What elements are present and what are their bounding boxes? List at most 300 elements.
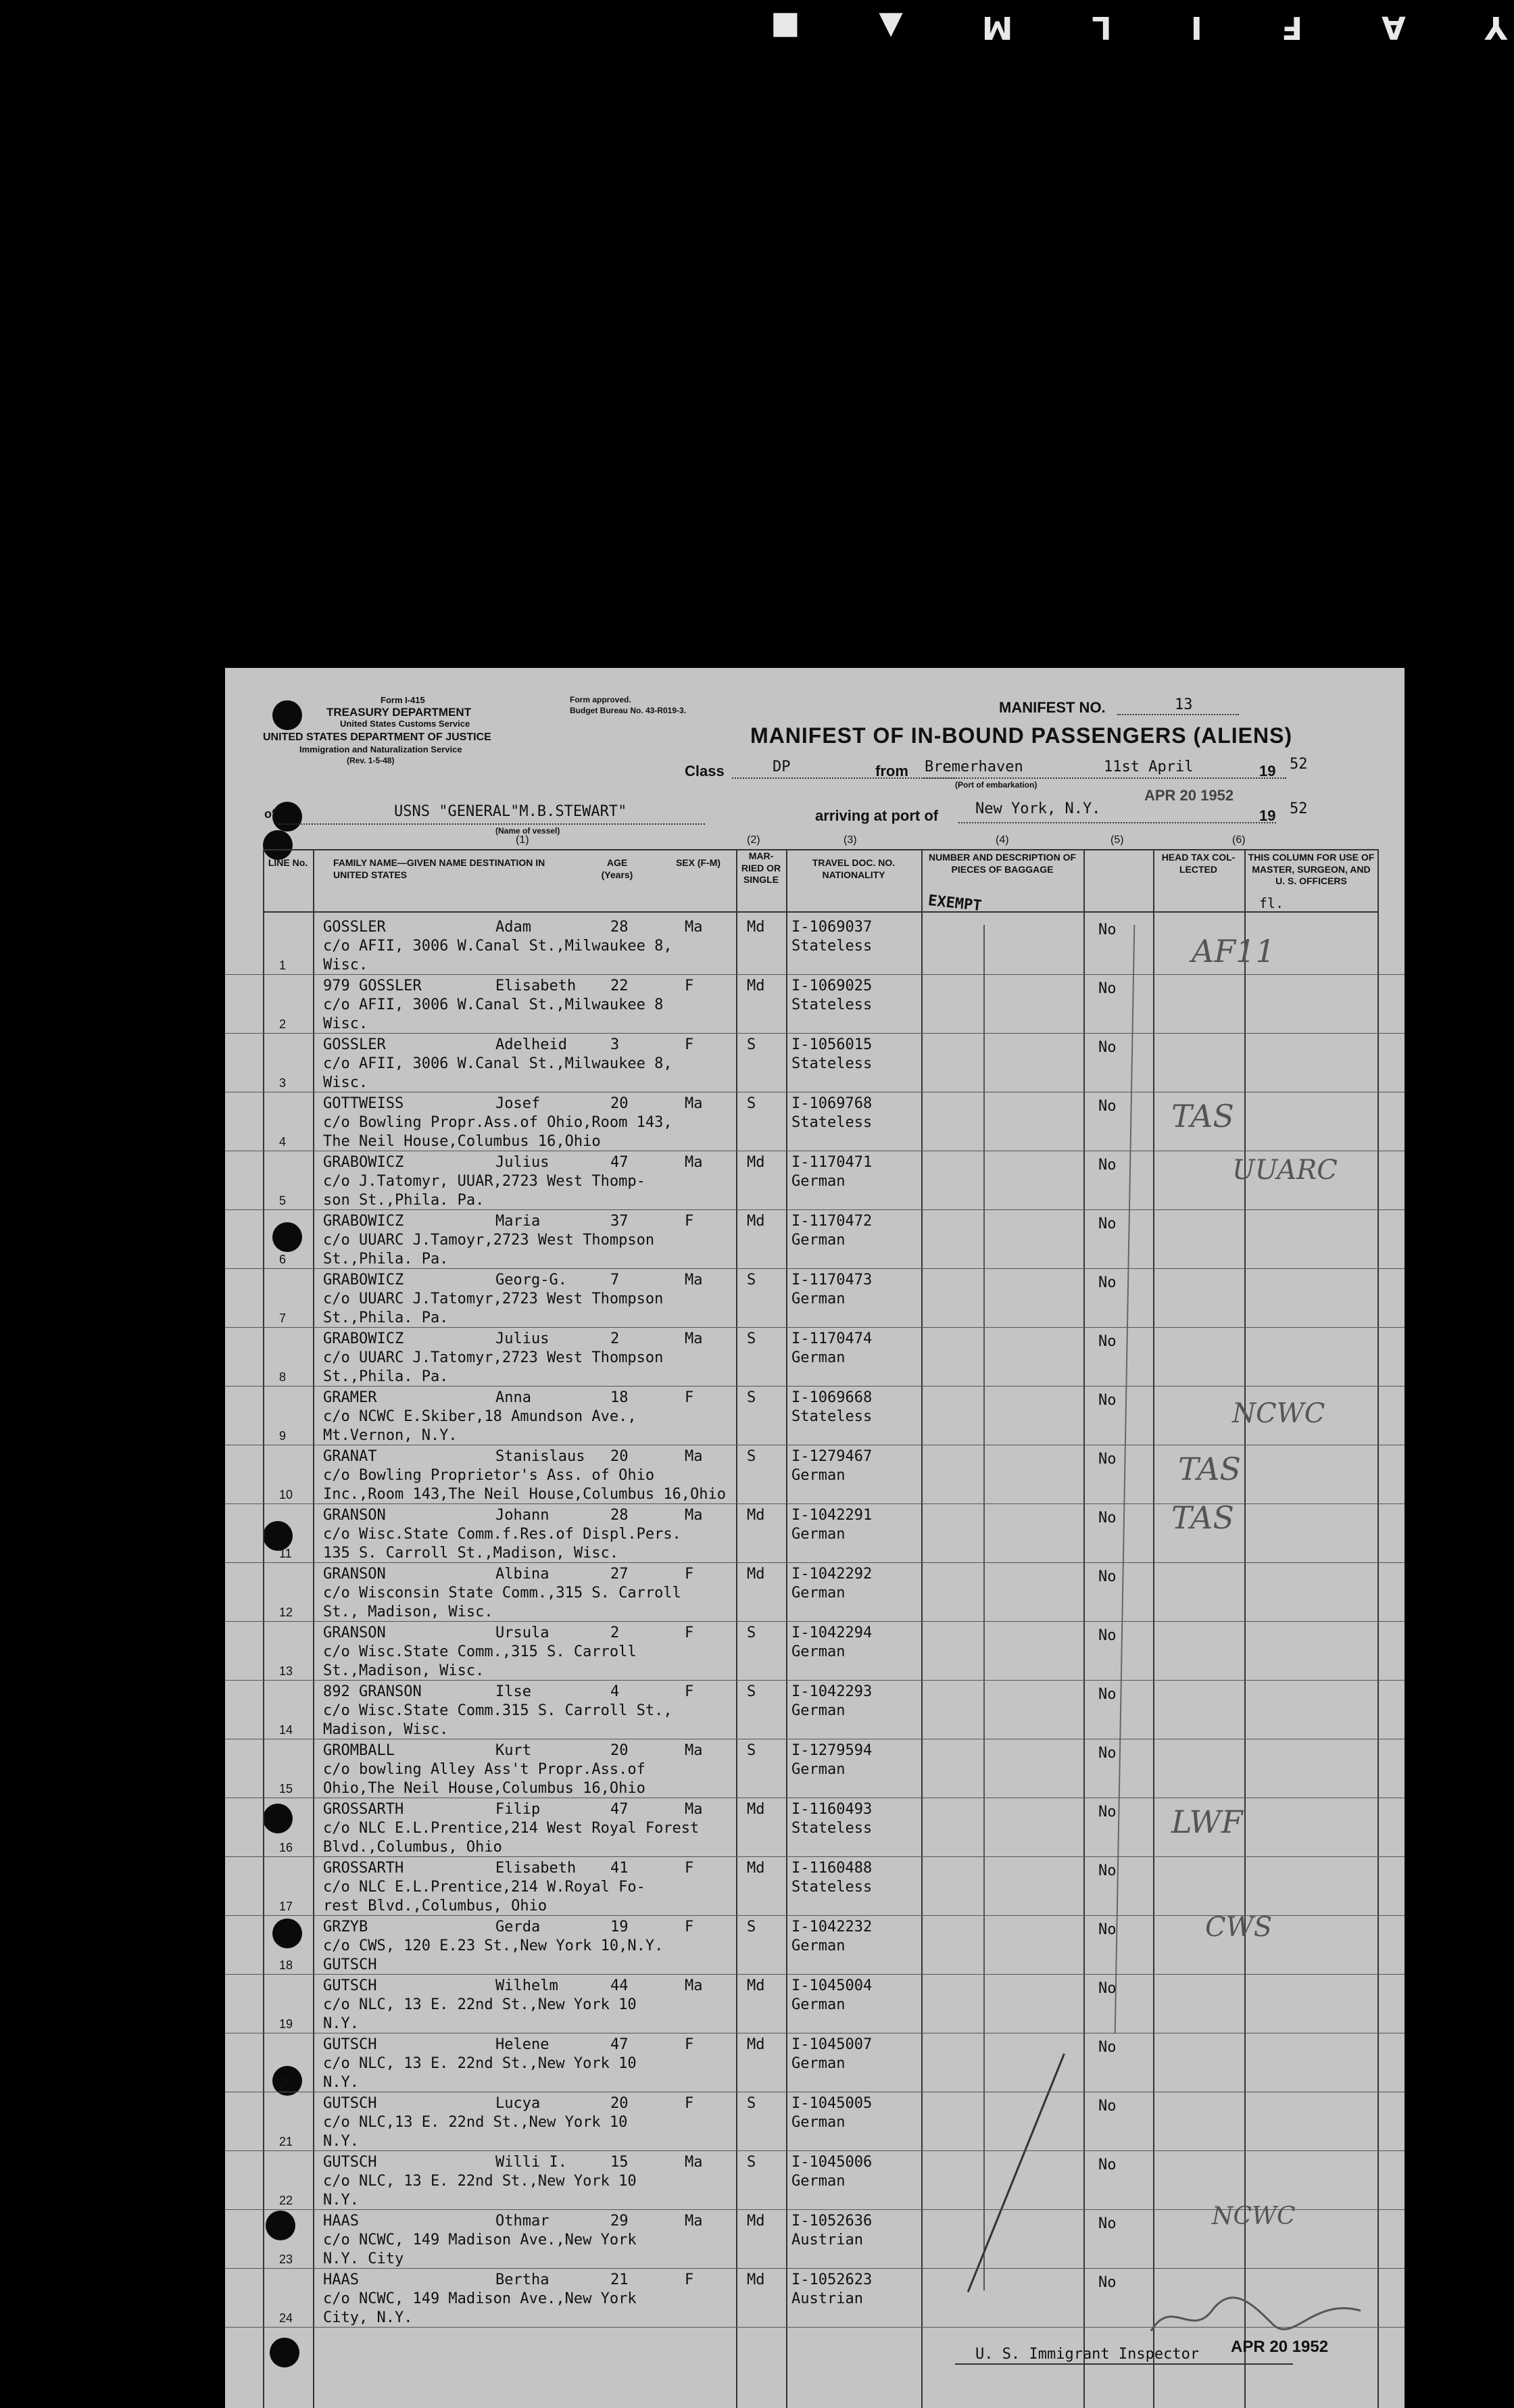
line-number: 22 (279, 2194, 293, 2207)
age: 2 (610, 1330, 620, 1347)
head-tax: No (1098, 1686, 1117, 1703)
table-row (225, 1741, 1405, 1800)
family-name: GRZYB (323, 1919, 368, 1935)
destination-line-2: rest Blvd.,Columbus, Ohio (323, 1898, 547, 1915)
column-number: (4) (996, 834, 1009, 846)
travel-doc-no: I-1052623 (791, 2271, 873, 2288)
age: 21 (610, 2271, 629, 2288)
sex: Ma (685, 1977, 703, 1994)
film-letter: M (981, 9, 1013, 46)
destination-line-1: c/o NLC, 13 E. 22nd St.,New York 10 (323, 2055, 637, 2072)
line-number: 7 (279, 1311, 287, 1325)
header-age: AGE (Years) (601, 857, 633, 880)
family-name: GRANSON (323, 1624, 386, 1641)
inspector-stamp: APR 20 1952 (1231, 2338, 1329, 2356)
travel-doc-no: I-1069025 (791, 978, 873, 994)
travel-doc-no: I-1045005 (791, 2095, 873, 2112)
age: 20 (610, 2095, 629, 2112)
travel-doc-no: I-1069037 (791, 919, 873, 936)
punch-hole (272, 700, 302, 730)
given-name: Kurt (495, 1742, 531, 1759)
destination-line-1: c/o Bowling Propr.Ass.of Ohio,Room 143, (323, 1114, 673, 1131)
destination-line-2: The Neil House,Columbus 16,Ohio (323, 1133, 601, 1150)
line-number: 9 (279, 1429, 287, 1443)
travel-doc-no: I-1170474 (791, 1330, 873, 1347)
table-row (225, 1153, 1405, 1212)
manifest-no-value: 13 (1175, 696, 1193, 713)
table-row (225, 977, 1405, 1036)
nationality: German (791, 1291, 846, 1307)
destination-line-1: c/o NLC E.L.Prentice,214 W.Royal Fo- (323, 1879, 645, 1896)
marital-status: Md (747, 1213, 765, 1230)
column-number: (1) (516, 834, 529, 846)
film-letter: Y (1484, 9, 1507, 46)
family-name: HAAS (323, 2213, 359, 2230)
line-number: 17 (279, 1900, 293, 1913)
handwritten-remark: CWS (1205, 1912, 1273, 1943)
sex: F (685, 1036, 694, 1053)
arrival-port: New York, N.Y. (975, 800, 1101, 817)
table-row (225, 1977, 1405, 2036)
header-married: MAR-RIED OR SINGLE (741, 850, 781, 885)
sex: Ma (685, 1507, 703, 1524)
header-baggage: NUMBER AND DESCRIPTION OF PIECES OF BAGGAGE (928, 852, 1077, 875)
given-name: Elisabeth (495, 1860, 577, 1877)
travel-doc-no: I-1069768 (791, 1095, 873, 1112)
column-number: (2) (747, 834, 760, 846)
marital-status: Md (747, 1977, 765, 1994)
destination-line-1: c/o AFII, 3006 W.Canal St.,Milwaukee 8, (323, 938, 673, 955)
sex: Ma (685, 1742, 703, 1759)
travel-doc-no: I-1052636 (791, 2213, 873, 2230)
header-sex: SEX (F-M) (675, 857, 721, 868)
marital-status: S (747, 1683, 756, 1700)
age: 18 (610, 1389, 629, 1406)
destination-line-1: c/o Wisconsin State Comm.,315 S. Carroll (323, 1585, 681, 1602)
handwritten-remark: UUARC (1232, 1155, 1338, 1186)
vessel-note: (Name of vessel) (495, 826, 560, 836)
handwritten-remark: NCWC (1232, 1398, 1325, 1429)
destination-line-2: St., Madison, Wisc. (323, 1604, 493, 1620)
destination-line-2: Madison, Wisc. (323, 1721, 449, 1738)
given-name: Georg-G. (495, 1272, 567, 1289)
head-tax: No (1098, 1039, 1117, 1056)
nationality: German (791, 2173, 846, 2190)
nationality: Austrian (791, 2232, 863, 2248)
head-tax: No (1098, 1157, 1117, 1174)
header-head-tax: HEAD TAX COL-LECTED (1161, 852, 1236, 875)
marital-status: Md (747, 1801, 765, 1818)
head-tax: No (1098, 1333, 1117, 1350)
family-name: GUTSCH (323, 2095, 377, 2112)
travel-doc-no: I-1042291 (791, 1507, 873, 1524)
destination-line-2: Wisc. (323, 1015, 368, 1032)
family-name: GOSSLER (323, 1036, 386, 1053)
vessel-name: USNS "GENERAL"M.B.STEWART" (394, 803, 627, 820)
nationality: Stateless (791, 1408, 873, 1425)
sex: F (685, 1860, 694, 1877)
head-tax: No (1098, 2274, 1117, 2291)
destination-line-1: c/o NLC, 13 E. 22nd St.,New York 10 (323, 1996, 637, 2013)
table-row (225, 1036, 1405, 1094)
row-rule (225, 1386, 1405, 1387)
nationality: German (791, 1232, 846, 1249)
marital-status: Md (747, 1507, 765, 1524)
sex: Ma (685, 1272, 703, 1289)
age: 4 (610, 1683, 620, 1700)
table-header-rule (263, 911, 1379, 913)
line-number: 12 (279, 1606, 293, 1619)
marital-status: S (747, 1919, 756, 1935)
table-row (225, 1683, 1405, 1741)
destination-line-1: c/o NCWC, 149 Madison Ave.,New York (323, 2232, 637, 2248)
family-name: GRANSON (323, 1507, 386, 1524)
year-value: 52 (1290, 756, 1308, 773)
table-row (225, 1859, 1405, 1918)
family-name: GRANAT (323, 1448, 377, 1465)
age: 3 (610, 1036, 620, 1053)
destination-line-2: St.,Phila. Pa. (323, 1309, 449, 1326)
manifest-sheet (225, 668, 1405, 2408)
given-name: Lucya (495, 2095, 541, 2112)
nationality: Stateless (791, 938, 873, 955)
head-tax: No (1098, 2157, 1117, 2173)
age: 7 (610, 1272, 620, 1289)
nationality: German (791, 1526, 846, 1543)
head-tax: No (1098, 921, 1117, 938)
inspector-signature (1144, 2284, 1367, 2344)
column-number: (6) (1232, 834, 1246, 846)
family-name: GRANSON (323, 1566, 386, 1583)
age: 47 (610, 1801, 629, 1818)
port-note: (Port of embarkation) (955, 780, 1037, 790)
marital-status: Md (747, 1154, 765, 1171)
destination-line-1: c/o bowling Alley Ass't Propr.Ass.of (323, 1761, 645, 1778)
year-label-2: 19 (1259, 807, 1276, 824)
ins-service: Immigration and Naturalization Service (299, 744, 462, 754)
year-value-2: 52 (1290, 800, 1308, 817)
line-number: 8 (279, 1370, 287, 1384)
punch-hole (272, 802, 302, 832)
given-name: Willi I. (495, 2154, 567, 2171)
age: 15 (610, 2154, 629, 2171)
row-rule (225, 1209, 1405, 1210)
film-letter: L (1092, 9, 1112, 46)
marital-status: S (747, 1448, 756, 1465)
age: 47 (610, 1154, 629, 1171)
nationality: German (791, 2055, 846, 2072)
destination-line-2: N.Y. (323, 2133, 359, 2150)
destination-line-2: N.Y. City (323, 2250, 404, 2267)
given-name: Albina (495, 1566, 550, 1583)
head-tax: No (1098, 1921, 1117, 1938)
baggage-exempt-stamp: EXEMPT (927, 892, 983, 915)
form-revision: (Rev. 1-5-48) (347, 756, 395, 765)
line-number: 18 (279, 1958, 293, 1972)
sex: F (685, 1389, 694, 1406)
destination-line-1: c/o NLC,13 E. 22nd St.,New York 10 (323, 2114, 628, 2131)
handwritten-remark: TAS (1178, 1451, 1241, 1487)
travel-doc-no: I-1170472 (791, 1213, 873, 1230)
line-number: 11 (279, 1547, 292, 1560)
age: 27 (610, 1566, 629, 1583)
sex: F (685, 2095, 694, 2112)
family-name: GRAMER (323, 1389, 377, 1406)
line-number: 24 (279, 2311, 293, 2325)
family-name: GUTSCH (323, 2154, 377, 2171)
table-row (225, 1624, 1405, 1683)
nationality: German (791, 2114, 846, 2131)
destination-line-2: St.,Madison, Wisc. (323, 1662, 485, 1679)
travel-doc-no: I-1160488 (791, 1860, 873, 1877)
family-name: GROMBALL (323, 1742, 395, 1759)
punch-hole (270, 2338, 299, 2367)
sex: Ma (685, 2213, 703, 2230)
from-label: from (875, 763, 908, 779)
nationality: German (791, 1467, 846, 1484)
age: 22 (610, 978, 629, 994)
family-name: GOTTWEISS (323, 1095, 404, 1112)
travel-doc-no: I-1170471 (791, 1154, 873, 1171)
head-tax: No (1098, 1215, 1117, 1232)
family-name: GROSSARTH (323, 1860, 404, 1877)
family-name: GRABOWICZ (323, 1154, 404, 1171)
marital-status: S (747, 1389, 756, 1406)
family-name: GRABOWICZ (323, 1213, 404, 1230)
head-tax: No (1098, 1980, 1117, 1997)
treasury-dept: TREASURY DEPARTMENT (326, 706, 472, 719)
embark-date: 11st April (1104, 758, 1194, 775)
marital-status: Md (747, 1860, 765, 1877)
nationality: German (791, 1585, 846, 1602)
age: 20 (610, 1742, 629, 1759)
travel-doc-no: I-1042232 (791, 1919, 873, 1935)
destination-line-1: c/o J.Tatomyr, UUAR,2723 West Thomp- (323, 1173, 645, 1190)
destination-line-2: son St.,Phila. Pa. (323, 1192, 485, 1209)
given-name: Anna (495, 1389, 531, 1406)
destination-line-2: N.Y. (323, 2074, 359, 2091)
destination-line-1: c/o UUARC J.Tatomyr,2723 West Thompson (323, 1291, 664, 1307)
from-port: Bremerhaven (925, 758, 1023, 775)
marital-status: S (747, 1036, 756, 1053)
budget-bureau: Budget Bureau No. 43-R019-3. (570, 706, 687, 715)
line-number: 2 (279, 1017, 287, 1031)
given-name: Elisabeth (495, 978, 577, 994)
row-rule (225, 1974, 1405, 1975)
line-number: 6 (279, 1253, 287, 1266)
given-name: Filip (495, 1801, 541, 1818)
header-name: FAMILY NAME—GIVEN NAME DESTINATION IN UNITED STATES (333, 857, 545, 880)
travel-doc-no: I-1056015 (791, 1036, 873, 1053)
marital-status: Md (747, 2213, 765, 2230)
family-name: 892 GRANSON (323, 1683, 422, 1700)
destination-line-2: N.Y. (323, 2015, 359, 2032)
sex: Ma (685, 1448, 703, 1465)
destination-line-1: c/o Bowling Proprietor's Ass. of Ohio (323, 1467, 655, 1484)
line-number: 19 (279, 2017, 293, 2031)
nationality: Stateless (791, 1055, 873, 1072)
row-rule (225, 1856, 1405, 1857)
sex: Ma (685, 1095, 703, 1112)
travel-doc-no: I-1069668 (791, 1389, 873, 1406)
sex: F (685, 2271, 694, 2288)
destination-line-1: c/o NCWC, 149 Madison Ave.,New York (323, 2290, 637, 2307)
travel-doc-no: I-1042293 (791, 1683, 873, 1700)
arrival-stamp: APR 20 1952 (1144, 787, 1234, 804)
row-rule (225, 974, 1405, 975)
punch-hole (263, 830, 293, 860)
destination-line-2: St.,Phila. Pa. (323, 1368, 449, 1385)
travel-doc-no: I-1045007 (791, 2036, 873, 2053)
age: 29 (610, 2213, 629, 2230)
handwritten-remark: AF11 (1192, 933, 1275, 969)
row-rule (225, 1680, 1405, 1681)
sex: F (685, 1919, 694, 1935)
arriving-label: arriving at port of (815, 807, 939, 824)
given-name: Johann (495, 1507, 550, 1524)
travel-doc-no: I-1279467 (791, 1448, 873, 1465)
destination-line-1: c/o NCWC E.Skiber,18 Amundson Ave., (323, 1408, 637, 1425)
table-row (225, 1389, 1405, 1447)
destination-line-2: N.Y. (323, 2192, 359, 2209)
line-number: 1 (279, 959, 287, 972)
family-name: GUTSCH (323, 1977, 377, 1994)
head-tax: No (1098, 1745, 1117, 1762)
row-rule (225, 1621, 1405, 1622)
form-number: Form I-415 (381, 695, 425, 705)
nationality: German (791, 1996, 846, 2013)
film-strip-header (771, 9, 1507, 46)
head-tax: No (1098, 1804, 1117, 1821)
nationality: Stateless (791, 1879, 873, 1896)
nationality: German (791, 1937, 846, 1954)
given-name: Stanislaus (495, 1448, 585, 1465)
destination-line-2: Wisc. (323, 1074, 368, 1091)
table-row (225, 1212, 1405, 1271)
form-approved: Form approved. (570, 695, 631, 704)
destination-line-1: c/o AFII, 3006 W.Canal St.,Milwaukee 8, (323, 1055, 673, 1072)
destination-line-2: Wisc. (323, 957, 368, 973)
family-name: GROSSARTH (323, 1801, 404, 1818)
handwritten-remark: TAS (1171, 1499, 1234, 1536)
given-name: Josef (495, 1095, 541, 1112)
head-tax: No (1098, 1862, 1117, 1879)
age: 28 (610, 919, 629, 936)
column-number: (5) (1110, 834, 1124, 846)
marital-status: Md (747, 919, 765, 936)
head-tax: No (1098, 1392, 1117, 1409)
line-number: 13 (279, 1664, 293, 1678)
head-tax: No (1098, 2098, 1117, 2115)
nationality: German (791, 1761, 846, 1778)
given-name: Gerda (495, 1919, 541, 1935)
head-tax: No (1098, 2039, 1117, 2056)
customs-service: United States Customs Service (340, 719, 470, 729)
marital-status: Md (747, 2271, 765, 2288)
header-remarks: THIS COLUMN FOR USE OF MASTER, SURGEON, AND U. S. OFFICERS (1248, 852, 1375, 886)
manifest-no-label: MANIFEST NO. (999, 699, 1106, 716)
nationality: German (791, 1702, 846, 1719)
line-number: 21 (279, 2135, 293, 2148)
sex: Ma (685, 1154, 703, 1171)
inspector-label: U. S. Immigrant Inspector (975, 2346, 1200, 2363)
sex: Ma (685, 2154, 703, 2171)
given-name: Wilhelm (495, 1977, 558, 1994)
line-number: 23 (279, 2253, 293, 2266)
destination-line-2: City, N.Y. (323, 2309, 413, 2326)
line-number: 5 (279, 1194, 287, 1207)
row-rule (225, 2268, 1405, 2269)
nationality: German (791, 1349, 846, 1366)
nationality: Stateless (791, 996, 873, 1013)
nationality: Stateless (791, 1820, 873, 1837)
marital-status: S (747, 1330, 756, 1347)
given-name: Ilse (495, 1683, 531, 1700)
marital-status: Md (747, 1566, 765, 1583)
sex: F (685, 978, 694, 994)
travel-doc-no: I-1045004 (791, 1977, 873, 1994)
line-number: 3 (279, 1076, 287, 1090)
destination-line-1: c/o Wisc.State Comm.,315 S. Carroll (323, 1643, 637, 1660)
family-name: GUTSCH (323, 2036, 377, 2053)
head-tax: No (1098, 2215, 1117, 2232)
table-row (225, 1330, 1405, 1389)
given-name: Julius (495, 1154, 550, 1171)
head-tax: No (1098, 1451, 1117, 1468)
family-name: HAAS (323, 2271, 359, 2288)
nationality: German (791, 1173, 846, 1190)
table-row (225, 1271, 1405, 1330)
film-letter: A (1382, 9, 1406, 46)
destination-line-1: c/o Wisc.State Comm.315 S. Carroll St., (323, 1702, 673, 1719)
vessel-line (279, 823, 705, 825)
destination-line-1: c/o NLC, 13 E. 22nd St.,New York 10 (323, 2173, 637, 2190)
line-number: 4 (279, 1135, 287, 1149)
film-letter: ■ (771, 9, 800, 46)
travel-doc-no: I-1042294 (791, 1624, 873, 1641)
destination-line-1: c/o UUARC J.Tatomyr,2723 West Thompson (323, 1349, 664, 1366)
travel-doc-no: I-1170473 (791, 1272, 873, 1289)
given-name: Othmar (495, 2213, 550, 2230)
head-tax: No (1098, 1627, 1117, 1644)
age: 47 (610, 2036, 629, 2053)
sex: Ma (685, 919, 703, 936)
sex: Ma (685, 1801, 703, 1818)
row-rule (225, 1327, 1405, 1328)
class-label: Class (685, 763, 725, 779)
line-number: 10 (279, 1488, 293, 1501)
head-tax: No (1098, 1510, 1117, 1526)
family-name: GRABOWICZ (323, 1330, 404, 1347)
row-rule (225, 1268, 1405, 1269)
family-name: 979 GOSSLER (323, 978, 422, 994)
age: 37 (610, 1213, 629, 1230)
given-name: Helene (495, 2036, 550, 2053)
age: 41 (610, 1860, 629, 1877)
destination-line-1: c/o Wisc.State Comm.f.Res.of Displ.Pers. (323, 1526, 681, 1543)
row-rule (225, 1033, 1405, 1034)
destination-line-1: c/o AFII, 3006 W.Canal St.,Milwaukee 8 (323, 996, 664, 1013)
marital-status: S (747, 2154, 756, 2171)
table-row (225, 2036, 1405, 2094)
table-top-rule (263, 849, 1379, 850)
head-tax: No (1098, 980, 1117, 997)
destination-line-2: Mt.Vernon, N.Y. (323, 1427, 458, 1444)
header-travel-doc: TRAVEL DOC. NO. NATIONALITY (812, 857, 896, 880)
column-number: (3) (844, 834, 857, 846)
head-tax: No (1098, 1274, 1117, 1291)
film-letter: ▲ (879, 9, 903, 46)
